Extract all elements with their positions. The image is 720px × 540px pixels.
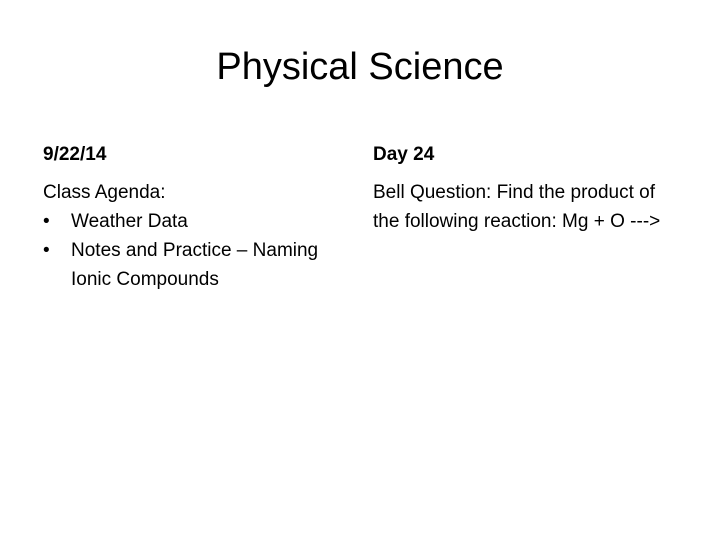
bullet-icon: • xyxy=(43,240,50,261)
date-heading: 9/22/14 xyxy=(43,144,107,165)
agenda-label: Class Agenda: xyxy=(43,182,166,203)
agenda-item-notes-and-practice xyxy=(43,236,343,294)
agenda-list xyxy=(43,207,343,294)
agenda-item-weather-data xyxy=(43,207,343,236)
day-heading: Day 24 xyxy=(373,144,435,165)
right-column xyxy=(373,140,683,236)
left-column xyxy=(43,140,343,294)
bullet-icon: • xyxy=(43,211,50,232)
agenda-item-label: Notes and Practice – Naming Ionic Compounds xyxy=(71,240,319,290)
agenda-item-label: Weather Data xyxy=(71,211,188,232)
bell-question-text: Bell Question: Find the product of the following reaction: Mg + O ---> xyxy=(373,182,661,232)
slide-title: Physical Science xyxy=(216,46,504,88)
